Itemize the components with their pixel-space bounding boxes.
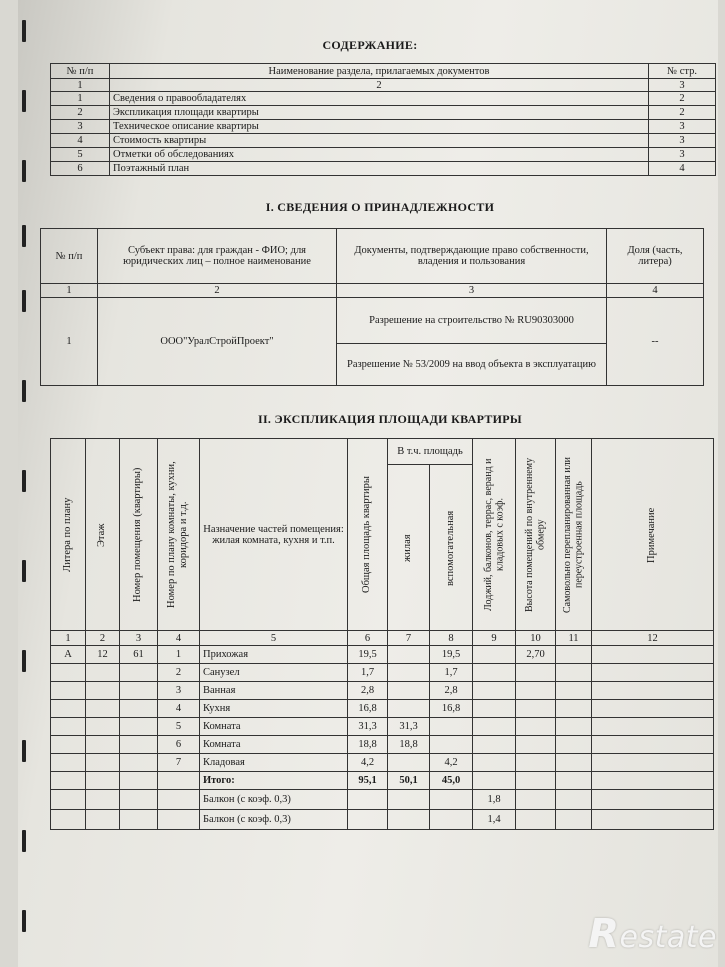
cell-apt xyxy=(120,700,158,718)
ownership-subject: ООО"УралСтройПроект" xyxy=(98,298,337,386)
explication-header-living-text: жилая xyxy=(402,533,414,562)
explication-index-cell: 1 xyxy=(51,631,86,646)
explication-index-cell: 2 xyxy=(86,631,120,646)
cell-apt: 61 xyxy=(120,646,158,664)
total-area: 95,1 xyxy=(348,772,388,790)
cell-self-built xyxy=(556,664,592,682)
cell-room-no: 3 xyxy=(158,682,200,700)
cell-floor xyxy=(86,700,120,718)
cell-height xyxy=(516,718,556,736)
cell-empty xyxy=(430,790,473,810)
explication-header-floor-text: Этаж xyxy=(96,522,108,547)
contents-num: 4 xyxy=(51,134,110,148)
cell-total: 1,7 xyxy=(348,664,388,682)
explication-index-cell: 7 xyxy=(388,631,430,646)
cell-empty xyxy=(158,772,200,790)
cell-room-name: Комната xyxy=(200,718,348,736)
cell-empty xyxy=(388,810,430,830)
ownership-table xyxy=(40,228,704,386)
contents-page: 2 xyxy=(649,106,716,120)
cell-floor xyxy=(86,736,120,754)
cell-total: 4,2 xyxy=(348,754,388,772)
cell-empty xyxy=(120,790,158,810)
cell-empty xyxy=(86,790,120,810)
binder-hole xyxy=(22,160,26,182)
cell-room-no: 7 xyxy=(158,754,200,772)
explication-header-note xyxy=(592,439,714,631)
cell-room-name: Кухня xyxy=(200,700,348,718)
contents-section: Сведения о правообладателях xyxy=(110,92,649,106)
contents-page: 3 xyxy=(649,120,716,134)
binder-hole xyxy=(22,380,26,402)
explication-index-cell: 10 xyxy=(516,631,556,646)
total-label: Итого: xyxy=(200,772,348,790)
contents-num: 6 xyxy=(51,162,110,176)
explication-header-apt xyxy=(120,439,158,631)
ownership-num: 1 xyxy=(41,298,98,386)
table-row xyxy=(51,718,714,736)
total-aux: 45,0 xyxy=(430,772,473,790)
table-row xyxy=(51,162,716,176)
cell-apt xyxy=(120,682,158,700)
cell-empty xyxy=(592,772,714,790)
cell-floor xyxy=(86,682,120,700)
cell-loggia xyxy=(473,682,516,700)
cell-height xyxy=(516,700,556,718)
cell-aux: 16,8 xyxy=(430,700,473,718)
table-row xyxy=(51,120,716,134)
contents-page: 2 xyxy=(649,92,716,106)
cell-living xyxy=(388,700,430,718)
table-row xyxy=(51,646,714,664)
total-living: 50,1 xyxy=(388,772,430,790)
cell-living xyxy=(388,682,430,700)
cell-empty xyxy=(51,810,86,830)
cell-aux xyxy=(430,718,473,736)
contents-num: 5 xyxy=(51,148,110,162)
explication-header-living xyxy=(388,465,430,631)
table-row xyxy=(41,298,704,344)
cell-living: 31,3 xyxy=(388,718,430,736)
contents-index-cell: 3 xyxy=(649,79,716,92)
contents-num: 3 xyxy=(51,120,110,134)
ownership-index-cell: 3 xyxy=(337,284,607,298)
explication-header-height-text: Высота помещений по внутреннему обмеру xyxy=(524,457,547,612)
cell-living xyxy=(388,646,430,664)
cell-empty xyxy=(430,810,473,830)
binder-hole xyxy=(22,740,26,762)
cell-total: 19,5 xyxy=(348,646,388,664)
explication-table xyxy=(50,438,714,830)
cell-total: 31,3 xyxy=(348,718,388,736)
cell-litera xyxy=(51,664,86,682)
explication-header-height xyxy=(516,439,556,631)
cell-empty xyxy=(51,772,86,790)
contents-table xyxy=(50,63,716,176)
cell-floor xyxy=(86,664,120,682)
cell-self-built xyxy=(556,646,592,664)
cell-loggia xyxy=(473,754,516,772)
explication-title: II. ЭКСПЛИКАЦИЯ ПЛОЩАДИ КВАРТИРЫ xyxy=(257,412,523,426)
cell-loggia xyxy=(473,646,516,664)
contents-num: 1 xyxy=(51,92,110,106)
contents-section: Поэтажный план xyxy=(110,162,649,176)
cell-loggia xyxy=(473,736,516,754)
cell-self-built xyxy=(556,718,592,736)
balcony-area: 1,8 xyxy=(473,790,516,810)
cell-aux: 19,5 xyxy=(430,646,473,664)
explication-header-row xyxy=(51,439,714,465)
cell-litera xyxy=(51,736,86,754)
cell-living xyxy=(388,754,430,772)
explication-header-total-text: Общая площадь квартиры xyxy=(361,476,373,593)
explication-header-total xyxy=(348,439,388,631)
table-row xyxy=(51,682,714,700)
cell-apt xyxy=(120,718,158,736)
cell-total: 16,8 xyxy=(348,700,388,718)
cell-note xyxy=(592,718,714,736)
balcony-row xyxy=(51,790,714,810)
cell-apt xyxy=(120,736,158,754)
ownership-index-cell: 1 xyxy=(41,284,98,298)
table-row xyxy=(51,754,714,772)
balcony-area: 1,4 xyxy=(473,810,516,830)
cell-aux xyxy=(430,736,473,754)
contents-page: 3 xyxy=(649,134,716,148)
ownership-index-cell: 2 xyxy=(98,284,337,298)
cell-empty xyxy=(388,790,430,810)
contents-index-cell: 1 xyxy=(51,79,110,92)
ownership-index-row xyxy=(41,284,704,298)
cell-height xyxy=(516,664,556,682)
cell-height xyxy=(516,682,556,700)
watermark-rest: estate xyxy=(619,920,717,955)
explication-index-cell: 9 xyxy=(473,631,516,646)
cell-aux: 2,8 xyxy=(430,682,473,700)
cell-living: 18,8 xyxy=(388,736,430,754)
cell-room-name: Комната xyxy=(200,736,348,754)
table-row xyxy=(51,106,716,120)
balcony-row xyxy=(51,810,714,830)
cell-litera xyxy=(51,754,86,772)
cell-self-built xyxy=(556,736,592,754)
cell-room-no: 2 xyxy=(158,664,200,682)
ownership-header-subject: Субъект права: для граждан - ФИО; для юридических лиц – полное наименование xyxy=(98,229,337,284)
explication-index-cell: 11 xyxy=(556,631,592,646)
explication-header-purpose: Назначение частей помещения: жилая комната, кухня и т.п. xyxy=(200,439,348,631)
explication-index-row xyxy=(51,631,714,646)
contents-section: Техническое описание квартиры xyxy=(110,120,649,134)
cell-litera xyxy=(51,700,86,718)
ownership-share: -- xyxy=(607,298,704,386)
cell-empty xyxy=(158,790,200,810)
cell-floor xyxy=(86,718,120,736)
binder-hole xyxy=(22,830,26,852)
cell-loggia xyxy=(473,664,516,682)
table-row xyxy=(51,664,714,682)
explication-index-cell: 4 xyxy=(158,631,200,646)
cell-empty xyxy=(556,810,592,830)
binder-hole xyxy=(22,225,26,247)
explication-header-loggias xyxy=(473,439,516,631)
contents-header-cell: № п/п xyxy=(51,64,110,79)
table-row xyxy=(51,134,716,148)
ownership-doc-commission: Разрешение № 53/2009 на ввод объекта в эксплуатацию xyxy=(337,344,607,386)
explication-header-self-built-text: Самовольно перепланированная или переустроенная площадь xyxy=(562,456,585,613)
cell-empty xyxy=(473,772,516,790)
explication-header-self-built xyxy=(556,439,592,631)
contents-section: Экспликация площади квартиры xyxy=(110,106,649,120)
contents-title: СОДЕРЖАНИЕ: xyxy=(322,38,418,52)
cell-empty xyxy=(516,772,556,790)
cell-empty xyxy=(556,790,592,810)
cell-floor: 12 xyxy=(86,646,120,664)
cell-empty xyxy=(516,790,556,810)
cell-floor xyxy=(86,754,120,772)
cell-empty xyxy=(51,790,86,810)
cell-note xyxy=(592,646,714,664)
cell-height xyxy=(516,736,556,754)
cell-empty xyxy=(158,810,200,830)
cell-room-no: 6 xyxy=(158,736,200,754)
cell-aux: 4,2 xyxy=(430,754,473,772)
table-row xyxy=(51,736,714,754)
cell-height xyxy=(516,754,556,772)
ownership-header-share: Доля (часть, литера) xyxy=(607,229,704,284)
cell-note xyxy=(592,682,714,700)
cell-note xyxy=(592,736,714,754)
balcony-label: Балкон (с коэф. 0,3) xyxy=(200,790,348,810)
cell-living xyxy=(388,664,430,682)
binder-hole xyxy=(22,470,26,492)
cell-total: 18,8 xyxy=(348,736,388,754)
cell-height: 2,70 xyxy=(516,646,556,664)
cell-self-built xyxy=(556,700,592,718)
cell-empty xyxy=(348,790,388,810)
contents-header-row xyxy=(51,64,716,79)
cell-litera xyxy=(51,718,86,736)
total-row xyxy=(51,772,714,790)
cell-litera: А xyxy=(51,646,86,664)
explication-header-litera-text: Литера по плану xyxy=(61,497,73,572)
ownership-header-num: № п/п xyxy=(41,229,98,284)
cell-empty xyxy=(120,810,158,830)
cell-apt xyxy=(120,664,158,682)
cell-note xyxy=(592,664,714,682)
contents-section: Стоимость квартиры xyxy=(110,134,649,148)
table-row xyxy=(51,700,714,718)
cell-room-no: 5 xyxy=(158,718,200,736)
cell-empty xyxy=(86,772,120,790)
ownership-doc-permit: Разрешение на строительство № RU90303000 xyxy=(337,298,607,344)
explication-index-cell: 12 xyxy=(592,631,714,646)
cell-empty xyxy=(556,772,592,790)
explication-index-cell: 3 xyxy=(120,631,158,646)
cell-aux: 1,7 xyxy=(430,664,473,682)
cell-room-name: Ванная xyxy=(200,682,348,700)
table-row xyxy=(51,92,716,106)
cell-note xyxy=(592,754,714,772)
cell-empty xyxy=(120,772,158,790)
binder-hole xyxy=(22,20,26,42)
contents-header-cell: Наименование раздела, прилагаемых документов xyxy=(110,64,649,79)
ownership-index-cell: 4 xyxy=(607,284,704,298)
explication-header-room-no-text: Номер по плану комнаты, кухни, коридора и т.д. xyxy=(166,461,190,608)
ownership-header-row xyxy=(41,229,704,284)
cell-room-name: Прихожая xyxy=(200,646,348,664)
ownership-title: I. СВЕДЕНИЯ О ПРИНАДЛЕЖНОСТИ xyxy=(265,200,495,214)
contents-index-cell: 2 xyxy=(110,79,649,92)
cell-room-no: 4 xyxy=(158,700,200,718)
cell-litera xyxy=(51,682,86,700)
explication-header-incl: В т.ч. площадь xyxy=(388,439,473,465)
explication-index-cell: 8 xyxy=(430,631,473,646)
explication-header-aux xyxy=(430,465,473,631)
cell-room-name: Санузел xyxy=(200,664,348,682)
explication-header-room-no xyxy=(158,439,200,631)
explication-header-note-text: Примечание xyxy=(646,506,658,563)
cell-room-no: 1 xyxy=(158,646,200,664)
cell-loggia xyxy=(473,718,516,736)
table-row xyxy=(51,148,716,162)
cell-empty xyxy=(592,810,714,830)
binder-hole xyxy=(22,290,26,312)
explication-index-cell: 5 xyxy=(200,631,348,646)
contents-num: 2 xyxy=(51,106,110,120)
contents-page: 4 xyxy=(649,162,716,176)
cell-empty xyxy=(86,810,120,830)
balcony-label: Балкон (с коэф. 0,3) xyxy=(200,810,348,830)
contents-header-cell: № стр. xyxy=(649,64,716,79)
explication-header-floor xyxy=(86,439,120,631)
ownership-header-docs: Документы, подтверждающие право собственности, владения и пользования xyxy=(337,229,607,284)
cell-empty xyxy=(592,790,714,810)
explication-header-aux-text: вспомогательная xyxy=(444,509,456,586)
cell-total: 2,8 xyxy=(348,682,388,700)
watermark-logo xyxy=(588,911,717,957)
contents-section: Отметки об обследованиях xyxy=(110,148,649,162)
cell-self-built xyxy=(556,682,592,700)
cell-note xyxy=(592,700,714,718)
contents-index-row xyxy=(51,79,716,92)
contents-page: 3 xyxy=(649,148,716,162)
explication-header-apt-text: Номер помещения (квартиры) xyxy=(132,467,144,602)
cell-loggia xyxy=(473,700,516,718)
explication-header-litera xyxy=(51,439,86,631)
binder-hole xyxy=(22,90,26,112)
binder-hole xyxy=(22,560,26,582)
cell-empty xyxy=(516,810,556,830)
cell-apt xyxy=(120,754,158,772)
cell-empty xyxy=(348,810,388,830)
explication-header-loggias-text: Лоджий, балконов, террас, веранд и кладовых с коэф. xyxy=(482,458,505,611)
cell-room-name: Кладовая xyxy=(200,754,348,772)
explication-index-cell: 6 xyxy=(348,631,388,646)
binder-hole xyxy=(22,650,26,672)
binder-hole xyxy=(22,910,26,932)
cell-self-built xyxy=(556,754,592,772)
watermark-first-letter: R xyxy=(588,911,620,957)
